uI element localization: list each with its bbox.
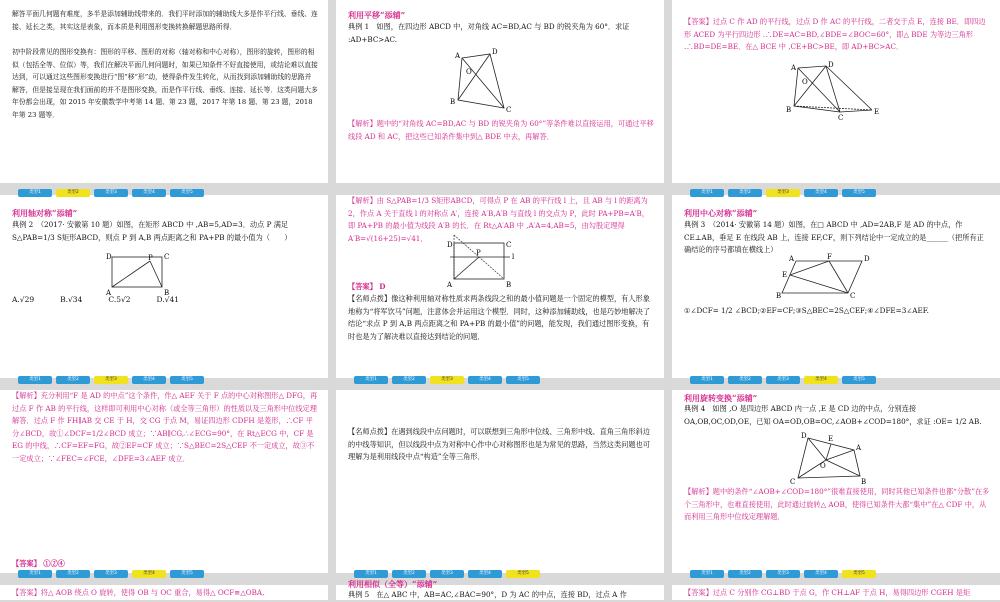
tab-type-4[interactable]: 类型4: [468, 376, 502, 384]
slide-translation-example: [336, 0, 664, 183]
tab-type-4[interactable]: 类型4: [132, 570, 166, 578]
tab-type-5[interactable]: 类型5: [506, 376, 540, 384]
tab-type-5[interactable]: 类型5: [842, 376, 876, 384]
tab-type-1[interactable]: 类型1: [354, 570, 388, 578]
tab-type-2[interactable]: 类型2: [392, 376, 426, 384]
label-D: D: [447, 241, 453, 249]
label-D: D: [801, 432, 807, 440]
answer-text: 【答案】过点 C 作 AD 的平行线，过点 D 作 AC 的平行线，二者交于点 E，连接 BE．即四边形 ACED 为平行四边形 .∴DE=AC=BD,∠BDE=∠BOC=60°，即△ BDE 为等边三角形 .∴BD=DE=BE．在△ BCE 中 ,CE+BC>BE，即 AD+BC>AC．: [684, 17, 986, 51]
label-B: B: [450, 98, 456, 106]
label-A: A: [789, 255, 795, 263]
label-E: E: [874, 108, 880, 116]
label-C: C: [506, 106, 512, 114]
section-heading: 利用旋转变换“添辅”: [684, 393, 758, 403]
label-P: P: [476, 249, 481, 257]
category-tabs: [354, 376, 540, 384]
category-tabs: [354, 570, 540, 578]
tab-type-1[interactable]: 类型1: [690, 570, 724, 578]
tab-type-1[interactable]: 类型1: [18, 189, 52, 197]
slide-central-symmetry: [672, 190, 1000, 378]
tab-type-5[interactable]: 类型5: [170, 376, 204, 384]
tab-type-3[interactable]: 类型3: [766, 189, 800, 197]
tab-type-3[interactable]: 类型3: [766, 376, 800, 384]
quadrilateral-figure: [446, 48, 546, 116]
label-C: C: [506, 241, 512, 249]
choices-row: [12, 295, 179, 304]
label-A: A: [106, 289, 112, 297]
slide-comment: [336, 377, 664, 573]
category-tabs: [690, 570, 876, 578]
answer-text: 【答案】将△ AOB 绕点 O 旋转，使得 OB 与 OC 重合，易得△ OCF≌△OBA,: [12, 588, 265, 597]
label-A: A: [791, 64, 797, 72]
tab-type-2[interactable]: 类型2: [56, 376, 90, 384]
analysis-text: 【解析】由 S△PAB=1/3 S矩形ABCD，可得点 P 在 AB 的平行线 l 上，且 AB 与 l 的距离为 2，作点 A 关于直线 l 的对称点 A′，连接 A′B,A′B 与直线 l 的交点为 P，此时 PA+PB=A′B，即 PA+PB 的最小值为线段 A′B 的长．在 Rt△A′AB 中 ,A′A=4,AB=5，由勾股定理得 A′B=√(16+25)=√41．: [348, 196, 649, 243]
label-B: B: [506, 281, 512, 289]
category-tabs: [18, 189, 204, 197]
label-C: C: [838, 114, 844, 122]
label-D: D: [828, 61, 834, 69]
tab-type-2[interactable]: 类型2: [728, 570, 762, 578]
label-B: B: [164, 289, 170, 297]
slide-similarity: [336, 571, 664, 600]
tab-type-2[interactable]: 类型2: [728, 189, 762, 197]
label-D: D: [864, 255, 870, 263]
tab-type-5[interactable]: 类型5: [506, 570, 540, 578]
tab-type-1[interactable]: 类型1: [354, 376, 388, 384]
label-B: B: [861, 478, 867, 486]
slide-answer-1: [672, 0, 1000, 183]
label-C: C: [850, 292, 856, 300]
choice-b[interactable]: B.√34: [60, 295, 83, 304]
tab-type-1[interactable]: 类型1: [18, 376, 52, 384]
slide-axial-symmetry: [0, 190, 328, 378]
label-l: l: [512, 253, 515, 261]
label-O: O: [466, 68, 472, 76]
answer-text: 【答案】 D: [348, 282, 386, 291]
comment-text: 【名师点拨】在遇到线段中点问题时，可以联想到三角形中位线、三角形中线、直角三角形斜边的中线等知识，但以线段中点为对称中心作中心对称图形也是为常见的思路，当然这类问题也可理解为是利用线段中点“构造”全等三角形．: [348, 427, 650, 461]
intro-paragraph-2: 初中阶段常见的图形变换有：图形的平移、图形的对称（轴对称和中心对称），图形的旋转，图形的相似（包括全等、位似）等，我们在解决平面几何问题时，如果已知条件不好直接使用，或结论难以直接达到，可以通过这些图形变换进行“图”移“形”动，使得条件发生转化，从而找到添加辅助线的思路并解答，但是接呈现在我们面前的并不是图形变换，而是作平行线、垂线、连接、延长等．这类问题大多年份都会出现，如 2015 年安徽数学中考第 14 题、第 23 题，2017 年第 18 题、第 23 题，2018 年第 23 题等．: [12, 48, 318, 119]
section-heading: 利用中心对称“添辅”: [684, 208, 758, 218]
label-O: O: [820, 462, 826, 470]
analysis-text: 【解析】题中的条件“∠AOB+∠COD=180°”很难直接使用，同时其他已知条件也都“分散”在多个三角形中，也难直接使用，此时通过旋转△ AOB，使得已知条件大都“集中”在△ CDF 中，从而利用三角形中位线定理解题．: [684, 487, 990, 521]
category-tabs: [690, 189, 876, 197]
parallelogram-figure: [782, 62, 892, 122]
answer-text: 【答案】过点 C 分别作 CG⊥BD 于点 G，作 CH⊥AF 于点 H，易得四边形 CGEH 是矩: [684, 588, 971, 597]
label-P: P: [148, 254, 153, 262]
tab-type-5[interactable]: 类型5: [170, 189, 204, 197]
example-text: 典例 5 在△ ABC 中，AB=AC,∠BAC=90°，D 为 AC 的中点，连接 BD，过点 A 作: [348, 590, 627, 599]
category-tabs: [690, 376, 876, 384]
section-heading: 利用轴对称“添辅”: [12, 208, 78, 218]
tab-type-2[interactable]: 类型2: [56, 570, 90, 578]
parallelogram-figure: [776, 253, 876, 299]
example-text: 典例 3 （2014· 安徽第 14 题）如图，在□ ABCD 中 ,AD=2AB,F 是 AD 的中点，作 CE⊥AB，垂足 E 在线段 AB 上，连接 EF,CF，则下列结论中一定成立的是______（把所有正确结论的序号都填在横线上）: [684, 220, 984, 254]
label-C: C: [164, 253, 170, 261]
analysis-text: 【解析】题中的“对角线 AC=BD,AC 与 BD 的锐夹角为 60°”等条件难以直接运用，可通过平移线段 AD 和 AC，把这些已知条件集中到△ BDE 中去，再解答．: [348, 119, 654, 141]
example-text: 典例 1 如图，在四边形 ABCD 中，对角线 AC=BD,AC 与 BD 的锐夹角为 60°．求证 :AD+BC>AC.: [348, 22, 630, 44]
label-B: B: [786, 106, 792, 114]
slide-answer-5: [672, 571, 1000, 600]
section-heading: 利用相似（全等）“添辅”: [348, 579, 438, 589]
slide-analysis-3: [0, 377, 328, 573]
tab-type-3[interactable]: 类型3: [94, 189, 128, 197]
label-B: B: [776, 292, 782, 300]
tab-type-1[interactable]: 类型1: [690, 376, 724, 384]
comment-text: 【名师点拨】像这种利用轴对称性质求两条线段之和的最小值问题是一个固定的模型，有人形象地称为“将军饮马”问题，注意体会并运用这个模型．同时，这种添加辅助线，也是巧妙地解决了结论“求点 P 到 A,B 两点距离之和 PA+PB 的最小值”的问题，能发现，我们通过图形变换，有时也是为了解决难以直接达到结论的问题．: [348, 294, 651, 341]
answer-text: 【答案】 ①②④: [12, 559, 65, 568]
tab-type-4[interactable]: 类型4: [132, 189, 166, 197]
tab-type-4[interactable]: 类型4: [804, 189, 838, 197]
choice-d[interactable]: D.√41: [156, 295, 179, 304]
tab-type-2[interactable]: 类型2: [392, 570, 426, 578]
tab-type-3[interactable]: 类型3: [430, 376, 464, 384]
quadrilateral-figure: [790, 428, 870, 486]
tab-type-4[interactable]: 类型4: [468, 570, 502, 578]
slide-intro: [0, 0, 328, 183]
tab-type-3[interactable]: 类型3: [94, 376, 128, 384]
example-text: 典例 2 （2017· 安徽第 10 题）如图，在矩形 ABCD 中 ,AB=5,AD=3．动点 P 满足 S△PAB=1/3 S矩形ABCD，则点 P 到 A,B 两点距离之和 PA+PB 的最小值为（ ）: [12, 220, 292, 242]
label-C: C: [790, 478, 796, 486]
rectangle-figure: [106, 251, 176, 297]
choice-a[interactable]: A.√29: [12, 295, 35, 304]
label-E: E: [828, 435, 834, 443]
label-A: A: [856, 444, 862, 452]
label-A: A: [447, 281, 453, 289]
intro-paragraph-1: 解答平面几何题有难度，多半是添加辅助线带来的．我们平时添加的辅助线大多是作平行线、垂线、连接、延长之类，其实这是表象，而本质是利用图形变换转换解题思路所得．: [12, 10, 318, 31]
label-F: F: [827, 253, 832, 261]
tab-type-5[interactable]: 类型5: [842, 570, 876, 578]
choice-c[interactable]: C.5√2: [108, 295, 131, 304]
options-text: ①∠DCF= 1/2 ∠BCD;②EF=CF;③S△BEC=2S△CEF;④∠DFE=3∠AEF.: [684, 306, 929, 315]
slide-rotation: [672, 377, 1000, 573]
label-D: D: [106, 253, 112, 261]
tab-type-1[interactable]: 类型1: [18, 570, 52, 578]
tab-type-4[interactable]: 类型4: [804, 376, 838, 384]
analysis-text: 【解析】充分利用“F 是 AD 的中点”这个条件，作△ AEF 关于 F 点的中心对称图形△ DFG，再过点 F 作 AB 的平行线，这样即可利用中心对称（或全等三角形）的性质以及三角形中位线定理解答．过点 F 作 FH∥AB 交 CE 于 H，交 CG 于点 M，易证四边形 CDFH 是菱形，∴CF 平分∠BCD，故①∠DCF=1/2∠BCD 成立；∵AB∥CG,∴∠ECG=90°，在 Rt△ECG 中，CF 是 EG 的中线，∴CF=EF=FG，故②EF=CF 成立；∵S△BEC=2S△CEF 不一定成立，故③不一定成立；∵∠FEC=∠FCE，∠DFE=3∠AEF 成立．: [12, 391, 318, 463]
tab-type-3[interactable]: 类型3: [94, 570, 128, 578]
label-O: O: [802, 78, 808, 86]
section-heading: 利用平移“添辅”: [348, 10, 406, 20]
slide-answer-4: [0, 571, 328, 600]
slide-analysis-2: [336, 195, 664, 378]
tab-type-5[interactable]: 类型5: [842, 189, 876, 197]
label-D: D: [492, 48, 498, 56]
tab-type-3[interactable]: 类型3: [766, 570, 800, 578]
category-tabs: [18, 570, 204, 578]
category-tabs: [18, 376, 204, 384]
tab-type-2[interactable]: 类型2: [728, 376, 762, 384]
tab-type-4[interactable]: 类型4: [804, 570, 838, 578]
tab-type-5[interactable]: 类型5: [170, 570, 204, 578]
label-A: A: [455, 52, 461, 60]
tab-type-2[interactable]: 类型2: [56, 189, 90, 197]
tab-type-1[interactable]: 类型1: [690, 189, 724, 197]
example-text: 典例 4 如图 ,O 是四边形 ABCD 内一点 ,E 是 CD 边的中点，分别连接 OA,OB,OC,OD,OE，已知 OA=OD,OB=OC,∠AOB+∠COD=180°，求证 :OE= 1/2 AB.: [684, 404, 982, 426]
tab-type-4[interactable]: 类型4: [132, 376, 166, 384]
label-E: E: [782, 271, 788, 279]
tab-type-3[interactable]: 类型3: [430, 570, 464, 578]
